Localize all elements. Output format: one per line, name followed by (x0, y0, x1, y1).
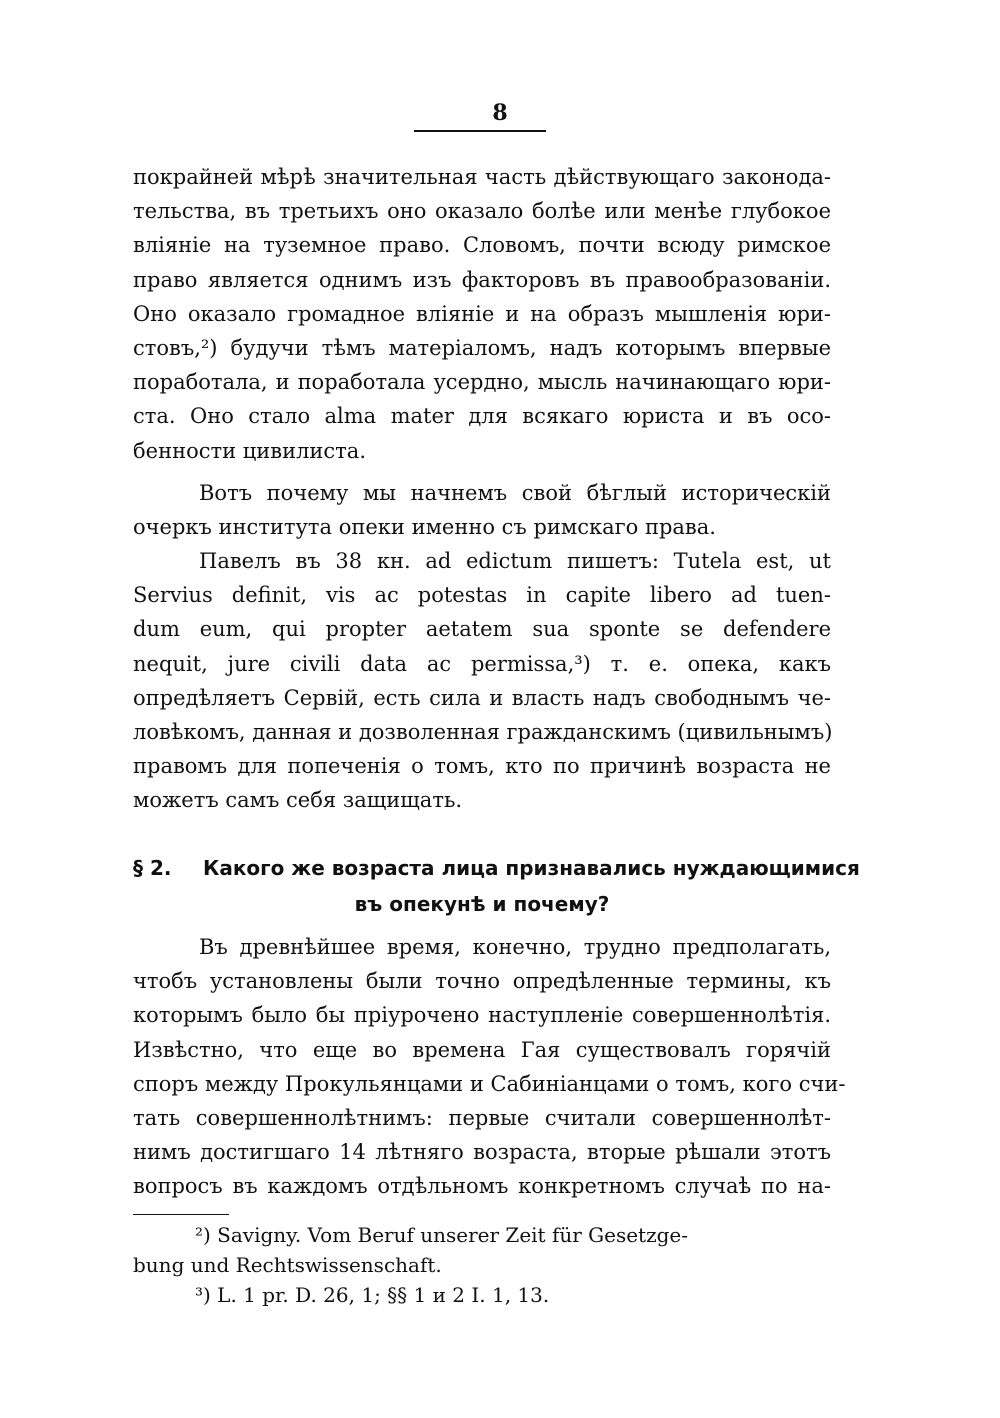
text-line: покрайней мѣрѣ значительная часть дѣйствующаго законода- (133, 165, 831, 189)
text-line: можетъ самъ себя защищать. (133, 788, 463, 813)
text-line: право является однимъ изъ факторовъ въ правообразованіи. (133, 267, 831, 292)
text-line: Извѣстно, что еще во времена Гая существовалъ горячій (133, 1037, 831, 1062)
text-line: опредѣляетъ Сервій, есть сила и власть надъ свободнымъ че- (133, 685, 831, 710)
text-line: nequit, jure civili data ac permissa,³) т. е. опека, какъ (133, 651, 831, 676)
text-line: ловѣкомъ, данная и дозволенная гражданскимъ (цивильнымъ) (133, 719, 833, 744)
footnote-3: ³) L. 1 pr. D. 26, 1; §§ 1 и 2 I. 1, 13. (195, 1283, 550, 1307)
footnote-2-continued: bung und Rechtswissenschaft. (133, 1253, 442, 1277)
text-line: Въ древнѣйшее время, конечно, трудно предполагать, (199, 935, 831, 959)
text-line: споръ между Прокульянцами и Сабиніанцами о томъ, кого счи- (133, 1071, 846, 1096)
page-number: 8 (492, 100, 508, 126)
text-line: Вотъ почему мы начнемъ свой бѣглый историческій (199, 481, 831, 505)
text-line: вліяніе на туземное право. Словомъ, почти всюду римское (133, 233, 831, 258)
text-line: нимъ достигшаго 14 лѣтняго возраста, вторые рѣшали этотъ (133, 1140, 831, 1165)
text-line: тельства, въ третьихъ оно оказало болѣе или менѣе глубокое (133, 199, 831, 224)
page-number-rule (414, 130, 546, 132)
footnote-2: ²) Savigny. Vom Beruf unserer Zeit für Gesetzge- (195, 1223, 689, 1247)
paragraph-4 (133, 930, 846, 1204)
text-line: стовъ,²) будучи тѣмъ матеріаломъ, надъ которымъ впервые (133, 335, 831, 360)
text-line: dum eum, qui propter aetatem sua sponte se defendere (133, 617, 831, 642)
section-number: § 2. (133, 856, 172, 880)
paragraph-2 (133, 476, 831, 544)
heading-line-2: въ опекунѣ и почему? (354, 892, 610, 916)
text-line: поработала, и поработала усердно, мысль начинающаго юри- (133, 370, 831, 395)
text-line: Servius definit, vis ac potestas in capite libero ad tuen- (133, 583, 831, 608)
section-heading (133, 850, 860, 922)
text-line: Павелъ въ 38 кн. ad edictum пишетъ: Tutela est, ut (199, 549, 831, 573)
paragraph-3 (133, 544, 831, 818)
paragraph-1 (133, 160, 831, 468)
footnotes (133, 1220, 831, 1310)
footnote-rule (133, 1214, 229, 1215)
text-line: вопросъ въ каждомъ отдѣльномъ конкретномъ случаѣ по на- (133, 1174, 831, 1199)
text-line: Оно оказало громадное вліяніе и на образъ мышленія юри- (133, 301, 831, 326)
heading-text: Какого же возраста лица признавались нуждающимися (203, 856, 860, 880)
text-line: бенности цивилиста. (133, 438, 366, 463)
text-line: которымъ было бы пріурочено наступленіе совершеннолѣтія. (133, 1003, 831, 1028)
heading-line-1 (133, 850, 860, 886)
text-line: ста. Оно стало alma mater для всякаго юриста и въ осо- (133, 404, 831, 429)
text-line: очеркъ института опеки именно съ римскаго права. (133, 515, 716, 540)
text-line: чтобъ установлены были точно опредѣленные термины, къ (133, 969, 831, 994)
text-line: тать совершеннолѣтнимъ: первые считали совершеннолѣт- (133, 1105, 831, 1130)
text-line: правомъ для попеченія о томъ, кто по причинѣ возраста не (133, 754, 831, 779)
